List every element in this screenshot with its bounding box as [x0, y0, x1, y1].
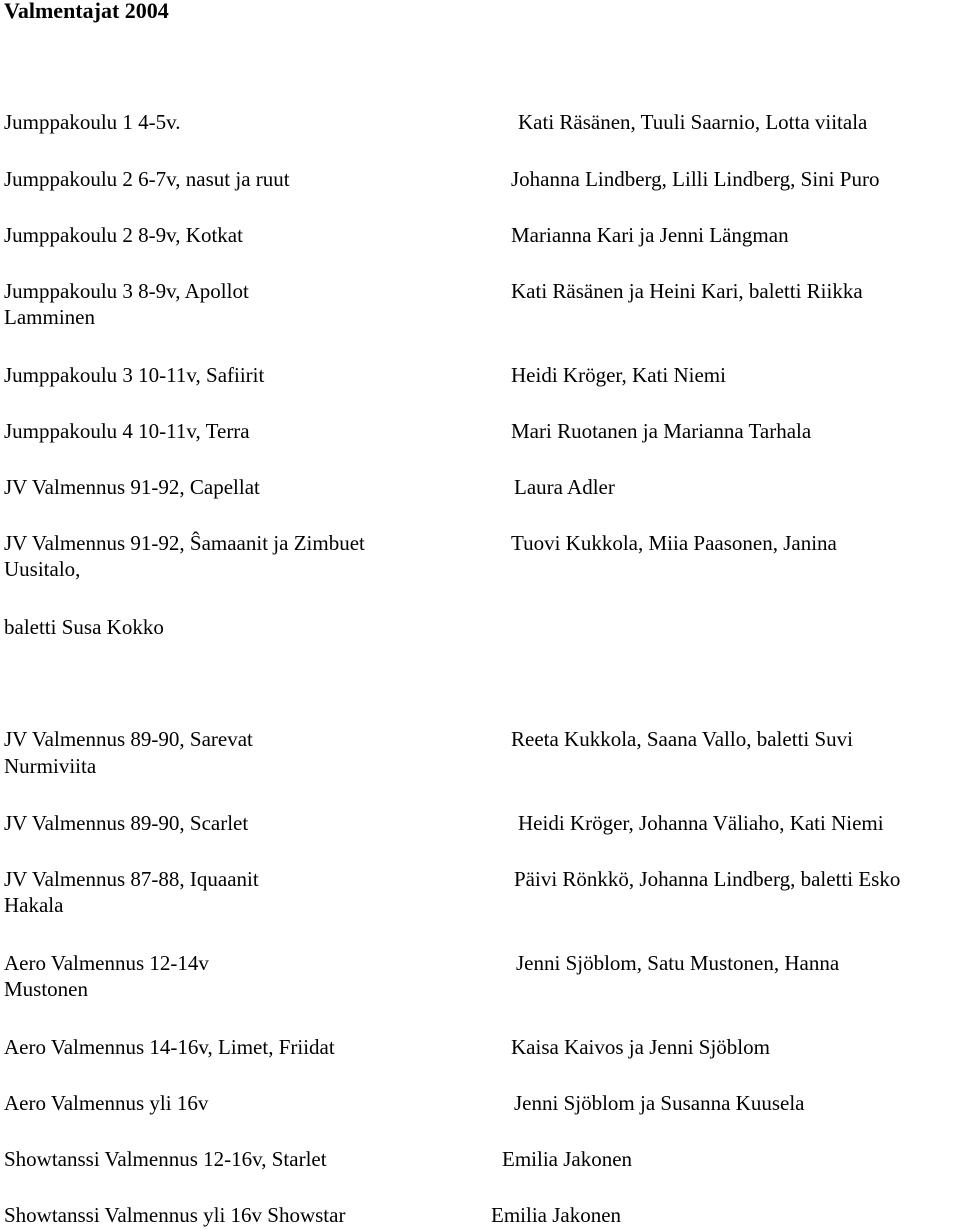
group-name: Aero Valmennus 14-16v, Limet, Friidat	[4, 1035, 335, 1059]
group-name: JV Valmennus 89-90, Sarevat	[4, 727, 253, 751]
coach-names: Marianna Kari ja Jenni Längman	[511, 223, 789, 247]
coach-names: Mari Ruotanen ja Marianna Tarhala	[511, 419, 812, 443]
coach-names: Tuovi Kukkola, Miia Paasonen, Janina	[511, 531, 837, 555]
coach-continuation: Nurmiviita	[4, 754, 97, 778]
coach-names: Päivi Rönkkö, Johanna Lindberg, baletti Esko	[514, 867, 901, 891]
group-name: Jumppakoulu 4 10-11v, Terra	[4, 419, 250, 443]
coach-names: Heidi Kröger, Kati Niemi	[511, 363, 726, 387]
group-name: JV Valmennus 91-92, Ŝamaanit ja Zimbuet	[4, 531, 365, 555]
coach-names: Kati Räsänen, Tuuli Saarnio, Lotta viitala	[518, 110, 868, 134]
coach-names: Emilia Jakonen	[491, 1203, 622, 1227]
coach-names: Laura Adler	[514, 475, 615, 499]
coach-names: Heidi Kröger, Johanna Väliaho, Kati Niemi	[518, 811, 884, 835]
group-name: Jumppakoulu 3 8-9v, Apollot	[4, 279, 249, 303]
group-name: Aero Valmennus 12-14v	[4, 951, 209, 975]
coach-continuation: Lamminen	[4, 305, 95, 329]
group-name: Aero Valmennus yli 16v	[4, 1091, 209, 1115]
group-name: Jumppakoulu 2 8-9v, Kotkat	[4, 223, 243, 247]
coach-continuation: baletti Susa Kokko	[4, 615, 164, 639]
coach-continuation: Mustonen	[4, 977, 88, 1001]
coach-names: Emilia Jakonen	[502, 1147, 633, 1171]
coach-names: Kati Räsänen ja Heini Kari, baletti Riikka	[511, 279, 863, 303]
coach-names: Kaisa Kaivos ja Jenni Sjöblom	[511, 1035, 770, 1059]
coach-continuation: Hakala	[4, 893, 64, 917]
group-name: Jumppakoulu 3 10-11v, Safiirit	[4, 363, 265, 387]
page-title: Valmentajat 2004	[4, 0, 169, 23]
coach-names: Johanna Lindberg, Lilli Lindberg, Sini Puro	[511, 167, 880, 191]
group-name: JV Valmennus 89-90, Scarlet	[4, 811, 249, 835]
coach-continuation: Uusitalo,	[4, 557, 81, 581]
group-name: Jumppakoulu 1 4-5v.	[4, 110, 181, 134]
coach-names: Reeta Kukkola, Saana Vallo, baletti Suvi	[511, 727, 853, 751]
group-name: JV Valmennus 91-92, Capellat	[4, 475, 260, 499]
group-name: Showtanssi Valmennus yli 16v Showstar	[4, 1203, 346, 1227]
coach-names: Jenni Sjöblom ja Susanna Kuusela	[514, 1091, 805, 1115]
group-name: JV Valmennus 87-88, Iquaanit	[4, 867, 259, 891]
group-name: Jumppakoulu 2 6-7v, nasut ja ruut	[4, 167, 290, 191]
coach-names: Jenni Sjöblom, Satu Mustonen, Hanna	[516, 951, 840, 975]
group-name: Showtanssi Valmennus 12-16v, Starlet	[4, 1147, 327, 1171]
